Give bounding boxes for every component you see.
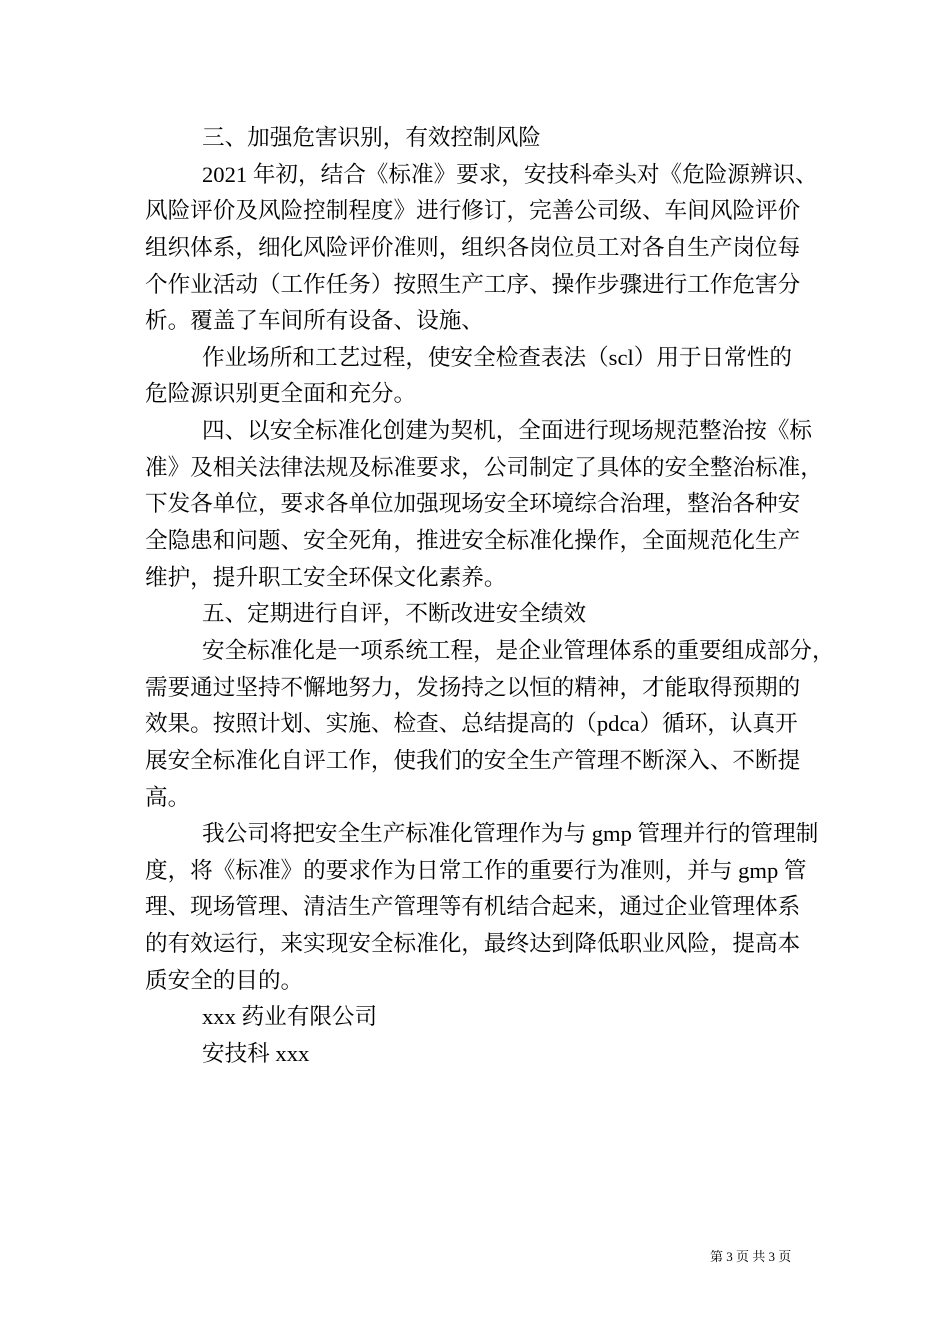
paragraph-line: 准》及相关法律法规及标准要求，公司制定了具体的安全整治标准， — [145, 454, 823, 480]
paragraph-line: 2021 年初，结合《标准》要求，安技科牵头对《危险源辨识、 — [202, 161, 818, 187]
signature-line: xxx 药业有限公司 — [202, 1004, 378, 1030]
paragraph-line: 全隐患和问题、安全死角，推进安全标准化操作，全面规范化生产 — [145, 528, 801, 554]
paragraph-conclusion — [145, 816, 845, 999]
paragraph-line: 展安全标准化自评工作，使我们的安全生产管理不断深入、不断提 — [145, 747, 801, 773]
paragraph-scl-method — [145, 340, 845, 413]
section-heading-5 — [145, 596, 845, 633]
paragraph-line: 下发各单位，要求各单位加强现场安全环境综合治理，整治各种安 — [145, 491, 801, 517]
paragraph-line: 我公司将把安全生产标准化管理作为与 gmp 管理并行的管理制 — [202, 821, 819, 847]
signature-company — [145, 999, 845, 1036]
page-number-footer: 第 3 页 共 3 页 — [710, 1249, 792, 1264]
paragraph-line: 效果。按照计划、实施、检查、总结提高的（pdca）循环，认真开 — [145, 711, 798, 737]
paragraph-line: 质安全的目的。 — [145, 967, 304, 993]
paragraph-line: 安全标准化是一项系统工程，是企业管理体系的重要组成部分， — [202, 637, 835, 663]
paragraph-line: 个作业活动（工作任务）按照生产工序、操作步骤进行工作危害分 — [145, 271, 801, 297]
section-heading-3 — [145, 120, 845, 157]
paragraph-self-evaluation — [145, 633, 845, 816]
paragraph-line: 作业场所和工艺过程，使安全检查表法（scl）用于日常性的 — [202, 344, 792, 370]
paragraph-line: 组织体系，细化风险评价准则，组织各岗位员工对各自生产岗位每 — [145, 234, 801, 260]
paragraph-line: 析。覆盖了车间所有设备、设施、 — [145, 308, 484, 334]
paragraph-section-4 — [145, 413, 845, 596]
paragraph-line: 风险评价及风险控制程度》进行修订，完善公司级、车间风险评价 — [145, 198, 801, 224]
paragraph-line: 危险源识别更全面和充分。 — [145, 381, 417, 407]
document-body — [145, 120, 845, 1073]
heading-line: 五、定期进行自评，不断改进安全绩效 — [202, 601, 587, 627]
paragraph-line: 需要通过坚持不懈地努力，发扬持之以恒的精神，才能取得预期的 — [145, 674, 801, 700]
paragraph-line: 高。 — [145, 784, 191, 810]
paragraph-line: 四、以安全标准化创建为契机，全面进行现场规范整治按《标 — [202, 418, 813, 444]
signature-department — [145, 1036, 845, 1073]
paragraph-line: 的有效运行，来实现安全标准化，最终达到降低职业风险，提高本 — [145, 931, 801, 957]
paragraph-line: 度，将《标准》的要求作为日常工作的重要行为准则，并与 gmp 管 — [145, 857, 807, 883]
paragraph-line: 理、现场管理、清洁生产管理等有机结合起来，通过企业管理体系 — [145, 894, 801, 920]
paragraph-risk-assessment — [145, 157, 845, 340]
paragraph-line: 维护，提升职工安全环保文化素养。 — [145, 564, 507, 590]
heading-line: 三、加强危害识别，有效控制风险 — [202, 125, 541, 150]
signature-line: 安技科 xxx — [202, 1041, 310, 1067]
